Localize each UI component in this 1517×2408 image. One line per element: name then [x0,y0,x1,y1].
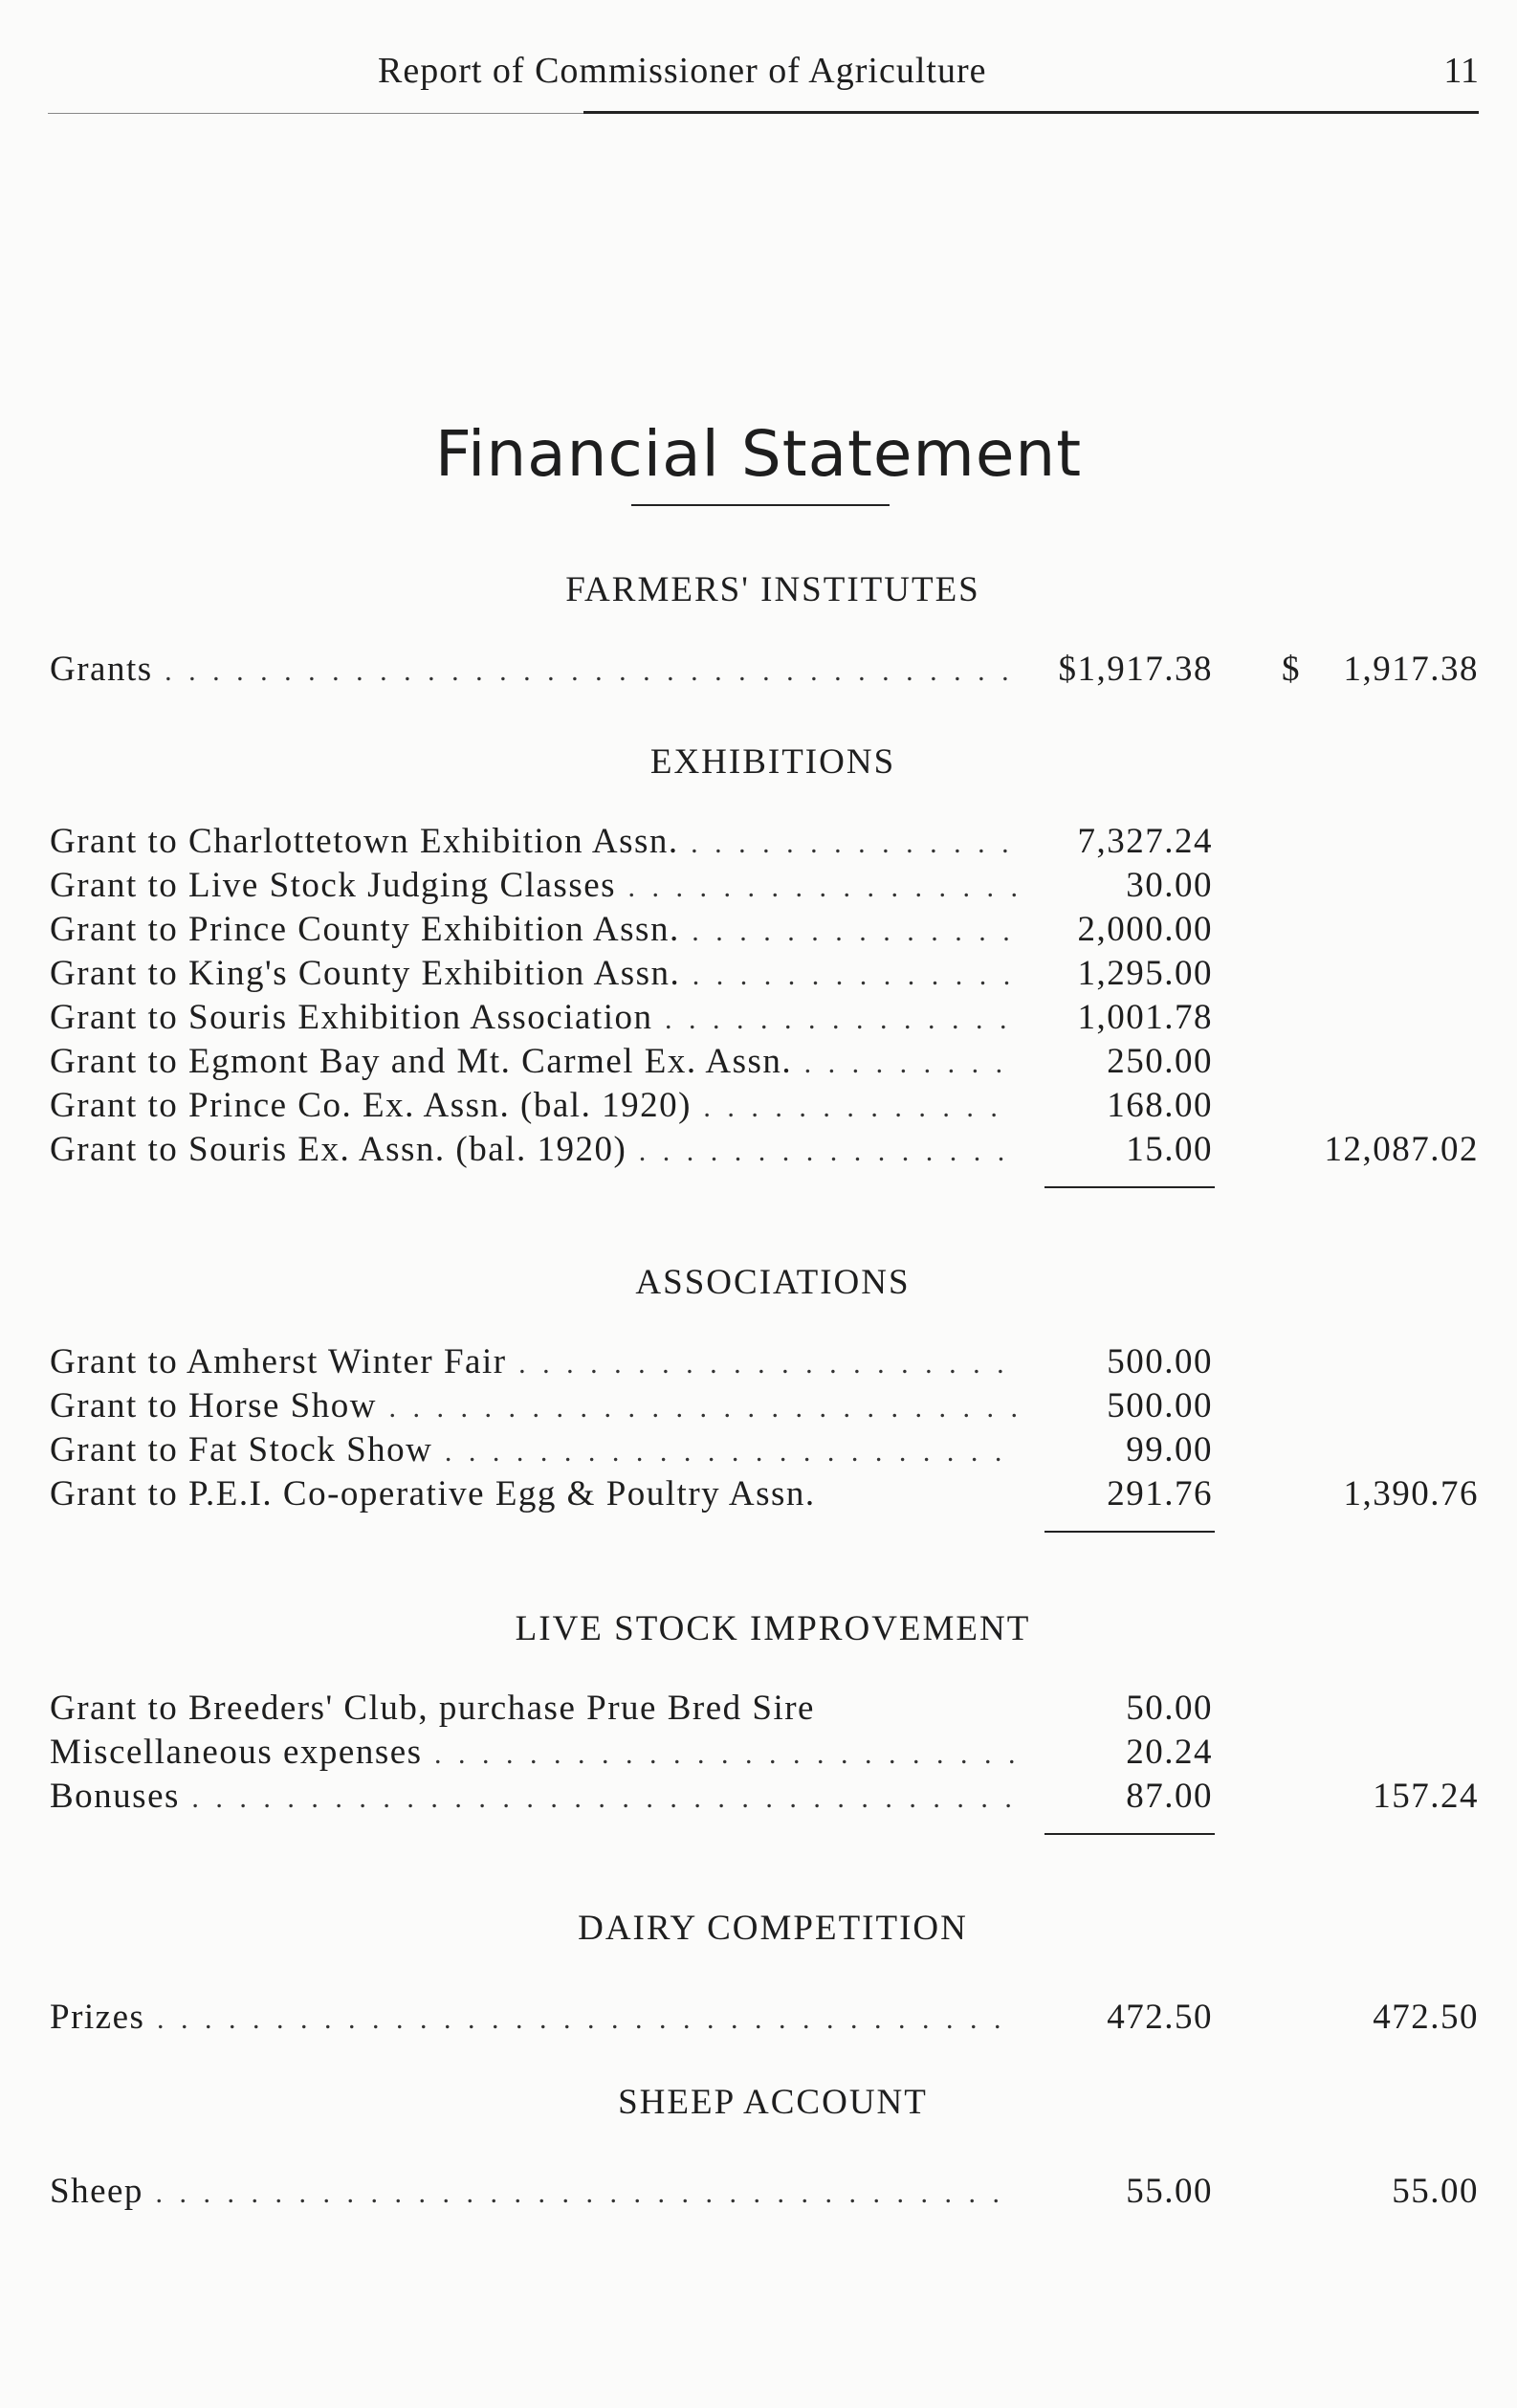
row-total: 157.24 [1373,1777,1479,1816]
row-amount: 291.76 [1099,1473,1213,1514]
row-total: 472.50 [1373,1998,1479,2037]
ledger-row [0,1041,1517,1085]
row-amount: 7,327.24 [1070,821,1214,862]
ledger-row [0,953,1517,997]
ledger-row [0,1385,1517,1429]
header-rule-right [583,111,1479,114]
subtotal-rule [0,1517,1517,1546]
section-sheep-account [0,2073,1517,2215]
row-amount: 20.24 [1118,1732,1213,1773]
section-heading: FARMERS' INSTITUTES [565,570,980,609]
running-header [48,50,1479,107]
page-number: 11 [1443,51,1479,91]
header-rule-left [48,113,583,114]
ledger-row [0,1997,1517,2041]
ledger-row [0,1688,1517,1732]
row-label: Grant to Charlottetown Exhibition Assn. . . . [50,821,1016,862]
row-amount: 99.00 [1118,1429,1213,1470]
row-label: Grant to Egmont Bay and Mt. Carmel Ex. Assn. . . . [50,1041,1016,1082]
ledger-row [0,2171,1517,2215]
section-farmers-institutes [0,561,1517,693]
row-label: Grants . . . [50,649,1016,690]
row-total: 1,917.38 [1343,650,1479,689]
section-live-stock-improvement [0,1600,1517,1848]
ledger-row [0,1129,1517,1173]
row-label: Bonuses . . . [50,1776,1016,1817]
ledger-row [0,865,1517,909]
row-label: Grant to Souris Ex. Assn. (bal. 1920) . . . [50,1129,1016,1170]
row-label: Grant to Horse Show . . . [50,1385,1016,1426]
section-exhibitions [0,733,1517,1202]
row-amount: 55.00 [1118,2171,1213,2212]
row-amount: 30.00 [1118,865,1213,906]
row-amount: 87.00 [1118,1776,1213,1817]
ledger-row [0,1473,1517,1517]
section-heading: LIVE STOCK IMPROVEMENT [515,1609,1031,1648]
row-label: Grant to Prince Co. Ex. Assn. (bal. 1920) . . . [50,1085,1016,1126]
row-label: Sheep . . . [50,2171,1016,2212]
row-amount: 2,000.00 [1070,909,1214,950]
ledger-row [0,649,1517,693]
row-label: Grant to Breeders' Club, purchase Prue Bred Sire [50,1689,815,1728]
section-heading: EXHIBITIONS [649,742,896,782]
row-amount: 500.00 [1099,1385,1213,1426]
section-heading: ASSOCIATIONS [635,1263,911,1302]
ledger-row [0,1341,1517,1385]
row-amount: 168.00 [1099,1085,1213,1126]
page-title: Financial Statement [434,417,1083,492]
row-label: Grant to Amherst Winter Fair . . . [50,1341,1016,1382]
ledger-row [0,1429,1517,1473]
row-amount: 500.00 [1099,1341,1213,1382]
row-total: 1,390.76 [1343,1474,1479,1513]
ledger-row [0,1776,1517,1820]
row-label: Miscellaneous expenses . . . [50,1732,1016,1773]
row-amount: 472.50 [1099,1997,1213,2038]
section-associations [0,1253,1517,1546]
title-divider [631,504,890,506]
row-amount: 1,295.00 [1070,953,1214,994]
row-total: 12,087.02 [1324,1130,1479,1169]
row-amount: 50.00 [1118,1688,1213,1729]
row-total: 55.00 [1392,2172,1479,2211]
row-amount: $1,917.38 [1051,649,1214,690]
total-currency-symbol: $ [1282,650,1301,689]
subtotal-rule [0,1820,1517,1848]
row-label: Prizes . . . [50,1997,1016,2038]
row-amount: 15.00 [1118,1129,1213,1170]
running-title: Report of Commissioner of Agriculture [378,51,987,91]
subtotal-rule [0,1173,1517,1202]
row-label: Grant to Live Stock Judging Classes . . . [50,865,1016,906]
row-amount: 250.00 [1099,1041,1213,1082]
row-label: Grant to Fat Stock Show . . . [50,1429,1016,1470]
ledger-row [0,1732,1517,1776]
section-heading: DAIRY COMPETITION [578,1909,968,1948]
ledger-row [0,1085,1517,1129]
ledger-row [0,997,1517,1041]
row-label: Grant to Souris Exhibition Association . . . [50,997,1016,1038]
row-amount: 1,001.78 [1070,997,1214,1038]
ledger-row [0,909,1517,953]
ledger-row [0,821,1517,865]
section-dairy-competition [0,1899,1517,2041]
row-label: Grant to P.E.I. Co-operative Egg & Poultry Assn. [50,1474,816,1513]
row-label: Grant to Prince County Exhibition Assn. . . . [50,909,1016,950]
section-heading: SHEEP ACCOUNT [618,2083,928,2122]
row-label: Grant to King's County Exhibition Assn. . . . [50,953,1016,994]
